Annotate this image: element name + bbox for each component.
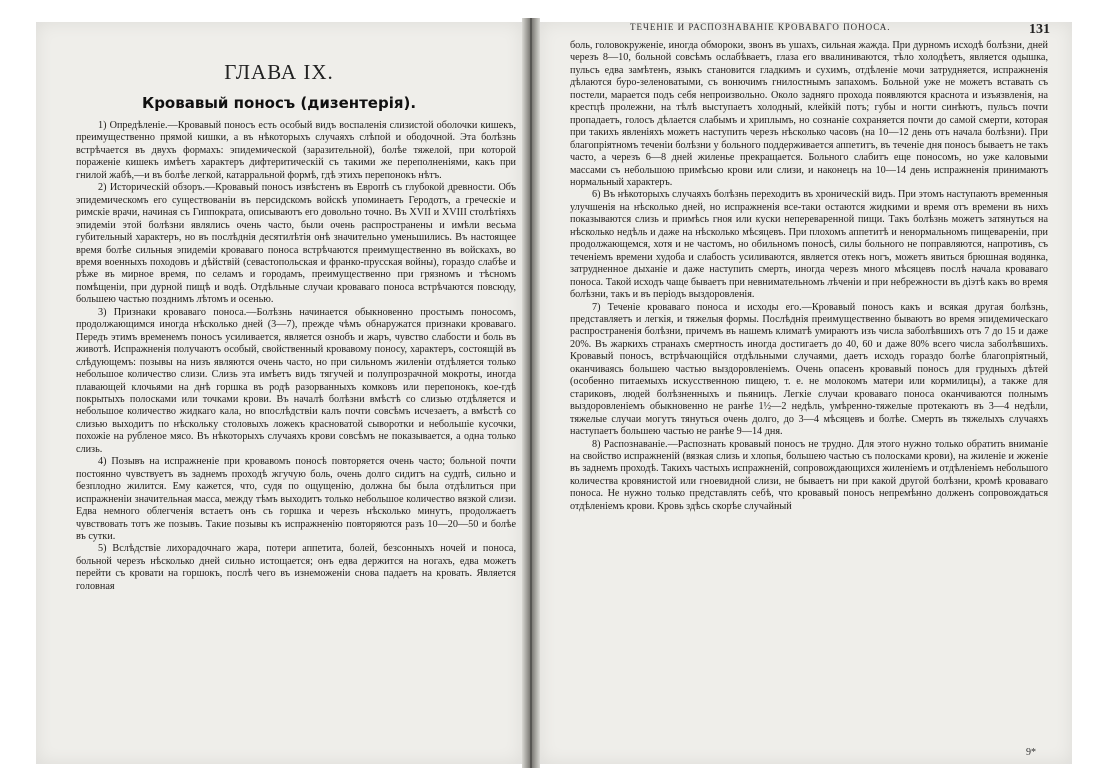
paragraph: 2) Историческій обзоръ.—Кровавый поносъ извѣстенъ въ Европѣ съ глубокой древности. Объ эпидемическомъ его существованіи въ персидскомъ войскѣ упоминаетъ Геродотъ, а греческіе и римскіе врачи, начиная съ Гиппократа, описываютъ его довольно точно. Въ XVII и XVIII столѣтіяхъ эпидеміи этой болѣзни являлись очень часто, были очень распространены и имѣли весьма губительный характеръ, но въ послѣднія десятилѣтія онѣ значительно уменьшились. Въ настоящее время болѣе сильныя эпидеміи кроваваго поноса встрѣчаются преимущественно въ войскахъ, во время военныхъ походовъ и дѣйствій (севастопольская и франко-прусская войны), гораздо слабѣе и рѣже въ мирное время, по селамъ и городамъ, преимущественно при грязномъ и тѣсномъ помѣщеніи, при дурной пищѣ и водѣ. Отдѣльные случаи кроваваго поноса встрѣчаются повсюду, большею частью позднимъ лѣтомъ и осенью. bbox=[76, 182, 516, 306]
paragraph: 3) Признаки кроваваго поноса.—Болѣзнь начинается обыкновенно простымъ поносомъ, продолжающимся иногда нѣсколько дней (3—7), прежде чѣмъ обнаружатся признаки кроваваго. Передъ этимъ временемъ поносъ усиливается, является ознобъ и жаръ, чувство слабости и боль въ животѣ. Испражненія получаютъ особый, свойственный кровавому поносу, характеръ, состоящій въ слѣдующемъ: позывы на низъ являются очень часто, но при сильномъ жиленіи отдѣляется только небольшое количество слизи. Слизь эта имѣетъ видъ тягучей и полупрозрачной мокроты, иногда плавающей клочьями на днѣ горшка въ родѣ разорванныхъ комковъ или перепонокъ, кое-гдѣ покрытыхъ полосками или точками крови. Въ началѣ болѣзни вмѣстѣ со слизью отдѣляется и небольшое количество жидкаго кала, но впослѣдствіи калъ почти совсѣмъ исчезаетъ, а вмѣстѣ со слизью выходитъ по нѣскольку столовыхъ ложекъ красноватой сыворотки и небольшіе кусочки, похожіе на рубленое мясо. Въ нѣкоторыхъ случаяхъ крови совсѣмъ не показывается, а одна только слизь. bbox=[76, 306, 516, 455]
page-number: 131 bbox=[1029, 22, 1050, 37]
paragraph: 5) Вслѣдствіе лихорадочнаго жара, потери аппетита, болей, безсонныхъ ночей и поноса, больной черезъ нѣсколько дней сильно истощается; онъ едва держится на ногахъ, едва можетъ перейти съ кровати на горшокъ, послѣ чего въ изнеможеніи снова падаетъ на кровать. Является головная bbox=[76, 543, 516, 592]
right-page-text bbox=[570, 40, 1048, 513]
paragraph: 6) Въ нѣкоторыхъ случаяхъ болѣзнь переходитъ въ хроническій видъ. При этомъ наступаютъ временныя улучшенія на нѣсколько дней, но испражненія все-таки остаются жидкими и время отъ времени въ нихъ показываются слизь и примѣсь гноя или куски непереваренной пищи. Такъ болѣзнь можетъ затянуться на нѣсколько недѣль и даже на нѣсколько мѣсяцевъ. При плохомъ аппетитѣ и ненормальномъ пищевареніи, при продолжающемся, хотя и не частомъ, но обильномъ поносѣ, силы больного не поправляются, напротивъ, съ теченіемъ времени худоба и слабость усиливаются, является отекъ ногъ, можетъ явиться брюшная водянка, затрудненное дыханіе и даже наступить смерть, иногда черезъ много мѣсяцевъ послѣ начала кроваваго поноса. Такой исходъ чаще бываетъ при невнимательномъ лѣченіи и при небрежности въ діэтѣ какъ во время болѣзни, такъ и въ періодъ выздоровленія. bbox=[570, 189, 1048, 301]
running-head: ТЕЧЕНІЕ И РАСПОЗНАВАНІЕ КРОВАВАГО ПОНОСА. bbox=[630, 22, 891, 32]
chapter-number: ГЛАВА IX. bbox=[224, 60, 334, 84]
left-page bbox=[36, 22, 522, 764]
right-page bbox=[540, 22, 1072, 764]
book-gutter bbox=[522, 18, 540, 768]
left-page-text bbox=[76, 120, 516, 593]
signature-mark: 9* bbox=[1026, 747, 1036, 758]
paragraph: 4) Позывъ на испражненіе при кровавомъ поносѣ повторяется очень часто; больной почти постоянно чувствуетъ въ заднемъ проходѣ жгучую боль, очень долго сидитъ на судпѣ, сильно и безплодно жилится. Ему кажется, что, судя по ощущенію, должна бы была отдѣлиться при испражненіи значительная масса, между тѣмъ выходитъ только небольшое количество вязкой слизи. Едва немного облегченія встаетъ онъ съ горшка и черезъ нѣсколько минутъ, продолжаетъ чувствовать тотъ же позывъ. Такие позывы къ испражненію повторяются разъ 10—20—50 и болѣе въ сутки. bbox=[76, 456, 516, 542]
chapter-title: Кровавый поносъ (дизентерія). bbox=[141, 94, 417, 112]
paragraph: 1) Опредѣленіе.—Кровавый поносъ есть особый видъ воспаленія слизистой оболочки кишекъ, преимущественно прямой кишки, а въ нѣкоторыхъ случаяхъ слѣпой и ободочной. Эта болѣзнь встрѣчается въ двухъ формахъ: эпидемической (заразительной), болѣе тяжелой, при которой пораженіе кишекъ имѣетъ характеръ дифтеритическій съ такими же переполненіями, какъ при гнилой жабѣ,—и въ болѣе легкой, катарральной формѣ, гдѣ этихъ перепонокъ нѣтъ. bbox=[76, 120, 516, 181]
paragraph: 7) Теченіе кроваваго поноса и исходы его.—Кровавый поносъ какъ и всякая другая болѣзнь, представляетъ и легкія, и тяжелыя формы. Послѣднія преимущественно бываютъ во время эпидемическаго распространенія болѣзни, причемъ въ нашемъ климатѣ умираютъ изъ числа заболѣвшихъ отъ 7 до 15 и даже 20%. Въ жаркихъ странахъ смертность иногда достигаетъ до 40, 60 и даже 80% всего числа заболѣвшихъ. Кровавый поносъ, встрѣчающійся отдѣльными случаями, даетъ исходъ гораздо болѣе благопріятный, оканчиваясь большею частью выздоровленіемъ. Очень опасенъ кровавый поносъ для грудныхъ дѣтей (особенно питаемыхъ искусственною пищею, т. е. не молокомъ матери или кормилицы), а также для стариковъ, людей болѣзненныхъ и пьяницъ. Легкіе случаи кроваваго поноса оканчиваются полнымъ выздоровленіемъ обыкновенно не ранѣе 1½—2 недѣль, умѣренно-тяжелые протекаютъ въ 3—4 недѣли, тяжелые случаи могутъ тянуться очень долго, до 3—4 мѣсяцевъ и болѣе. Смерть въ тяжелыхъ случаяхъ наступаетъ большею частью не ранѣе 9—14 дня. bbox=[570, 301, 1048, 438]
paragraph: 8) Распознаваніе.—Распознать кровавый поносъ не трудно. Для этого нужно только обратить вниманіе на свойство испражненій (вязкая слизь и хлопья, большею частью съ полосками крови), на жиленіе и жженіе въ заднемъ проходѣ. Такихъ частыхъ испражненій, сопровождающихся жиленіемъ и отдѣленіемъ небольшого количества кровянистой или гноевидной слизи, не бываетъ ни при какой другой болѣзни, кромѣ кроваваго поноса. Не нужно только представлять себѣ, что кровавый поносъ непремѣнно долженъ сопровождаться отдѣленіемъ крови. Кровь здѣсь скорѣе случайный bbox=[570, 438, 1048, 512]
paragraph-continued: боль, головокруженіе, иногда обмороки, звонъ въ ушахъ, сильная жажда. При дурномъ исходѣ болѣзни, дней черезъ 8—10, больной совсѣмъ ослабѣваетъ, глаза его ввалиниваются, тѣло холодѣетъ, является одышка, пульсъ едва замѣтенъ, языкъ становится гладкимъ и сухимъ, отдѣленіе мочи затрудняется, испражненія дѣлаются буро-зеленоватыми, съ вонючимъ гнилостнымъ запахомъ. Больной уже не можетъ вставать съ постели, марается подъ себя непроизвольно. Около задняго прохода появляются краснота и изъязвленія, на крестцѣ пролежни, на тѣлѣ выступаетъ холодный, клейкій потъ; губы и ногти синѣютъ, пульсъ почти пропадаетъ, голосъ дѣлается слабымъ и хриплымъ, но сознаніе сохраняется почти до самой смерти, которая при такихъ явленіяхъ можетъ наступить черезъ нѣсколько часовъ (на 10—12 день отъ начала болѣзни). При благопріятномъ теченіи болѣзни у больного поддерживается аппетитъ, въ теченіе дня поносъ бываетъ не такъ часто, а черезъ 6—8 дней жиленье прекращается. Больного слабитъ еще поносомъ, но уже каловыми массами съ небольшою примѣсью крови или слизи, и наконецъ на 10—14 день испражненія принимаютъ нормальный характеръ. bbox=[570, 40, 1048, 188]
